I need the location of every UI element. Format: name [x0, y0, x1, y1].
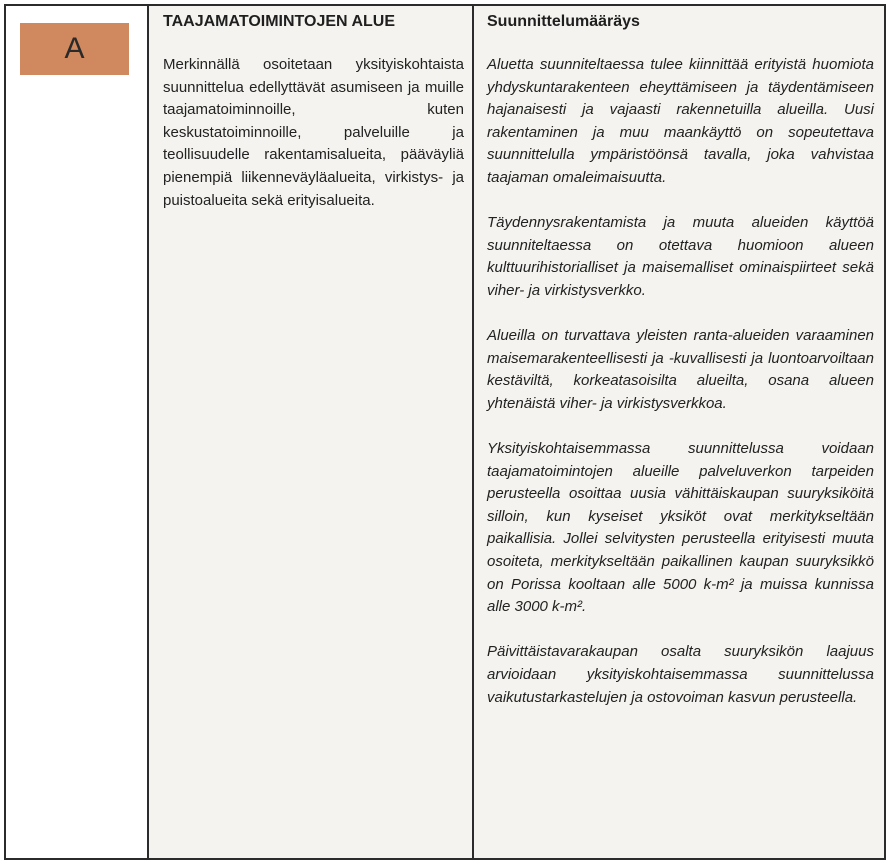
- regulation-column: [474, 6, 884, 858]
- regulation-paragraph: Päivittäistavarakaupan osalta suuryksikön laajuus arvioidaan yksityiskohtaisemmassa suunnittelussa vaikutustarkastelujen ja ostovoiman kasvun perusteella.: [487, 643, 874, 706]
- regulation-paragraph: Aluetta suunniteltaessa tulee kiinnittää erityistä huomiota yhdyskuntarakenteen eheyttämiseen ja täydentämiseen hajanaisesti ja vajaasti rakennetuilla alueilla. Uusi rakentaminen ja muu maankäyttö on sopeutettava suunnittelulla ympäristöönsä tavalla, joka vahvistaa taajaman omaleimaisuutta.: [487, 56, 874, 186]
- description-heading: TAAJAMATOIMINTOJEN ALUE: [163, 13, 396, 30]
- plan-regulation-table: [4, 4, 886, 860]
- description-column: [149, 6, 474, 858]
- code-column: [6, 6, 149, 858]
- regulation-heading: Suunnittelumääräys: [487, 13, 640, 30]
- area-code-swatch: [20, 23, 129, 75]
- description-text: Merkinnällä osoitetaan yksityiskohtaista suunnittelua edellyttävät asumiseen ja muille taajamatoiminnoille, kuten keskustatoiminnoille, palveluille ja teollisuudelle rakentamisalueita, pääväyliä pienempiä liikenneväyläalueita, virkistys- ja puistoalueita sekä erityisalueita.: [163, 56, 464, 209]
- area-code-label: A: [64, 32, 85, 65]
- regulation-paragraph: Täydennysrakentamista ja muuta alueiden käyttöä suunniteltaessa on otettava huomioon alueen kulttuurihistorialliset ja maisemalliset ominaispiirteet sekä viher- ja virkistysverkko.: [487, 214, 874, 299]
- regulation-paragraph: Alueilla on turvattava yleisten ranta-alueiden varaaminen maisemarakenteellisesti ja -kuvallisesti ja luontoarvoiltaan kestäviltä, korkeatasoisilta alueilta, osana alueen yhtenäistä viher- ja virkistysverkkoa.: [487, 327, 874, 412]
- regulation-paragraph: Yksityiskohtaisemmassa suunnittelussa voidaan taajamatoimintojen alueille palveluverkon tarpeiden perusteella osoittaa uusia vähittäiskaupan suuryksiköitä silloin, kun kyseiset yksiköt ovat merkitykseltään paikallisia. Jollei selvitysten perusteella erityisesti muuta osoiteta, merkitykseltään paikallinen kaupan suuryksikkö on Porissa kooltaan alle 5000 k-m² ja muissa kunnissa alle 3000 k-m².: [487, 440, 874, 616]
